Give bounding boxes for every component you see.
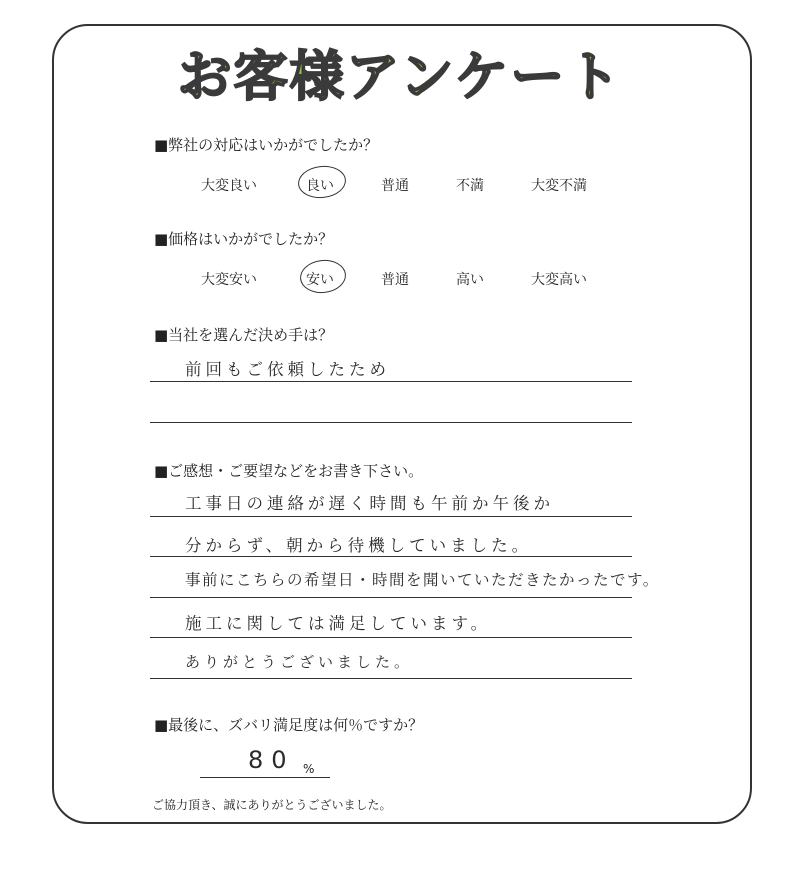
q4-answer-line-5: ありがとうございました。 <box>185 653 414 671</box>
q2-option-very-expensive[interactable]: 大変高い <box>531 272 587 288</box>
q4-rule-3 <box>150 597 632 598</box>
question-1: ■弊社の対応はいかがでしたか？ <box>154 136 379 154</box>
q4-rule-5 <box>150 678 632 679</box>
q4-rule-4 <box>150 637 632 638</box>
q3-rule-2 <box>150 422 632 423</box>
q3-rule-1 <box>150 381 632 382</box>
satisfaction-value: 80 <box>248 746 295 774</box>
q2-option-very-cheap[interactable]: 大変安い <box>201 272 257 288</box>
satisfaction-unit: % <box>303 762 315 776</box>
q4-answer-line-2: 分からず、朝から待機していました。 <box>185 536 533 555</box>
q1-option-normal[interactable]: 普通 <box>381 178 409 194</box>
q4-rule-2 <box>150 556 632 557</box>
q4-rule-1 <box>150 516 632 517</box>
question-5: ■最後に、ズバリ満足度は何％ですか？ <box>154 716 424 734</box>
q1-option-good[interactable]: 良い <box>306 178 334 194</box>
question-4: ■ご感想・ご要望などをお書き下さい。 <box>154 462 424 480</box>
footer-thanks: ご協力頂き、誠にありがとうございました。 <box>152 798 392 812</box>
q1-option-very-dissatisfied[interactable]: 大変不満 <box>531 178 587 194</box>
q4-answer-line-1: 工事日の連絡が遅く時間も午前か午後か <box>185 494 554 513</box>
q3-answer-line-1: 前回もご依頼したため <box>185 360 390 379</box>
q2-option-normal[interactable]: 普通 <box>381 272 409 288</box>
q4-answer-line-3: 事前にこちらの希望日・時間を聞いていただきたかったです。 <box>185 571 660 589</box>
q2-option-cheap[interactable]: 安い <box>306 272 334 288</box>
q4-answer-line-4: 施工に関しては満足しています。 <box>185 614 492 633</box>
survey-title: お客様アンケート <box>177 45 623 108</box>
question-2: ■価格はいかがでしたか？ <box>154 230 334 248</box>
q1-option-dissatisfied[interactable]: 不満 <box>456 178 484 194</box>
q2-option-expensive[interactable]: 高い <box>456 272 484 288</box>
question-3: ■当社を選んだ決め手は？ <box>154 326 334 344</box>
q1-option-very-good[interactable]: 大変良い <box>201 178 257 194</box>
satisfaction-rule <box>200 777 330 778</box>
